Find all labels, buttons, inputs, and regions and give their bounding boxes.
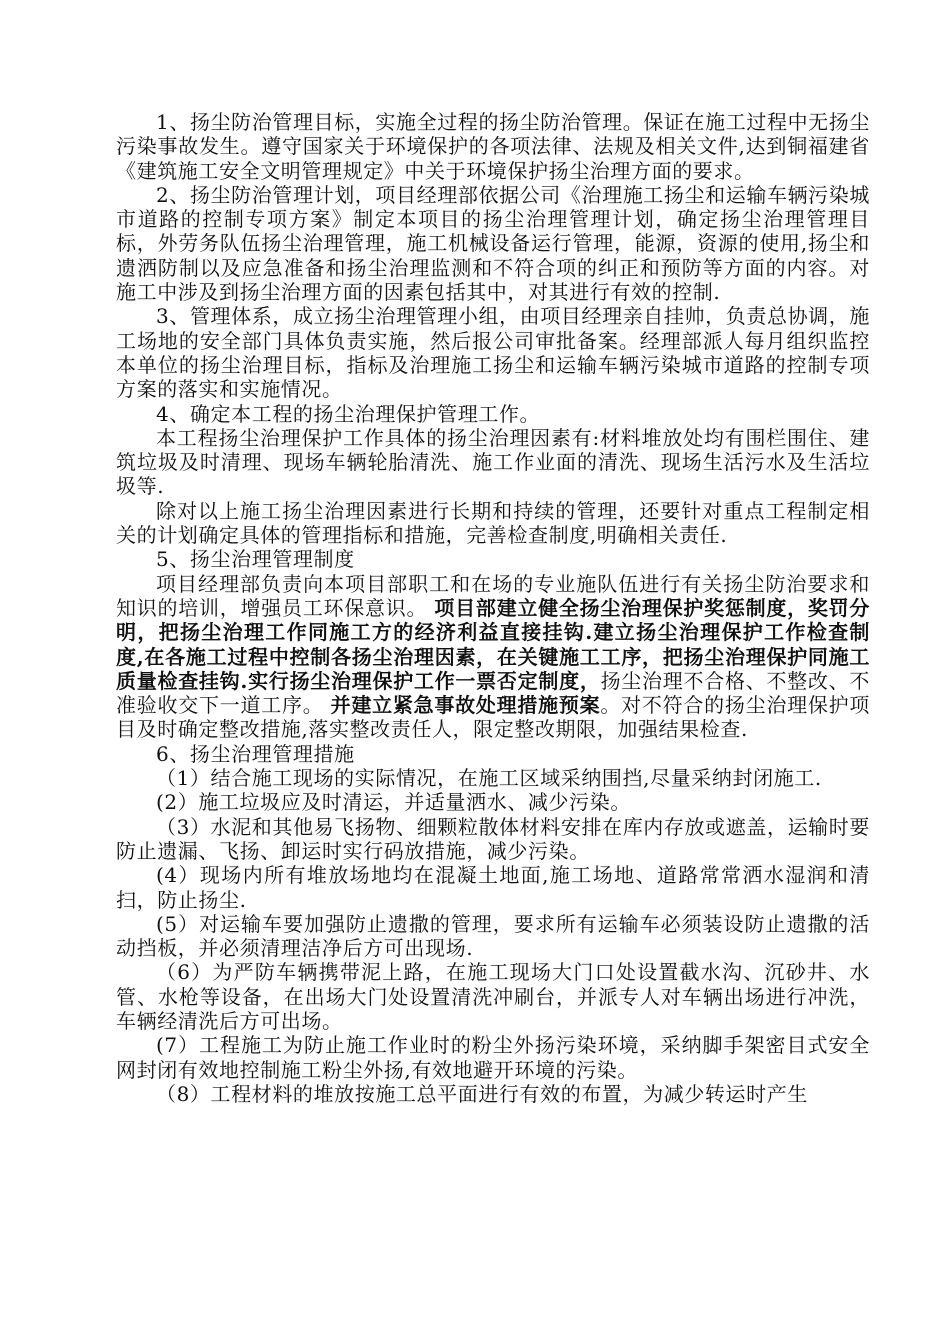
paragraph-measures-heading: 6、扬尘治理管理措施	[156, 741, 355, 766]
rules-text-1: 项目经理部负责向本项目部职工和在场的专业施队伍进行有关扬尘防治要求和知识的培训，增强员工环保意识。	[116, 571, 870, 620]
measure-item-6: （6）为严防车辆携带泥上路，在施工现场大门口处设置截水沟、沉砂井、水管、水枪等设备，在出场大门处设置清洗冲刷台，并派专人对车辆出场进行冲洗，车辆经清洗后方可出场。	[116, 960, 870, 1033]
rules-text-3: 。对不符合的扬尘治理保护项目及时确定整改措施,落实整改责任人，限定整改期限，加强结果检查.	[116, 693, 870, 742]
rules-bold-2: 并建立紧急事故处理措施预案	[330, 693, 601, 718]
measure-item-1: （1）结合施工现场的实际情况，在施工区域采纳围挡,尽量采纳封闭施工.	[156, 766, 822, 791]
measure-item-5: (5）对运输车要加强防止遗撒的管理，要求所有运输车必须装设防止遗撒的活动挡板，并必须清理洁净后方可出现场.	[116, 911, 870, 961]
measure-item-7: (7）工程施工为防止施工作业时的粉尘外扬污染环境，采纳脚手架密目式安全网封闭有效地控制施工粉尘外扬,有效地避开环境的污染。	[116, 1033, 870, 1082]
rules-bold-1: 项目部建立健全扬尘治理保护奖惩制度，奖罚分明，把扬尘治理工作同施工方的经济利益直接挂钩.建立扬尘治理保护工作检查制度,在各施工过程中控制各扬尘治理因素，在关键施工工序，把扬尘治理保护同施工质量检查挂钩.实行扬尘治理保护工作一票否定制度，	[116, 595, 870, 693]
paragraph-protection-work: 4、确定本工程的扬尘治理保护管理工作。	[156, 401, 541, 426]
rules-text-2: 扬尘治理不合格、不整改、不准验收交下一道工序。	[116, 668, 870, 718]
measure-item-3: （3）水泥和其他易飞扬物、细颗粒散体材料安排在库内存放或遮盖，运输时要防止遗漏、飞扬、卸运时实行码放措施，减少污染。	[116, 814, 870, 863]
paragraph-management-rules	[116, 572, 870, 742]
paragraph-dust-plan: 2、扬尘防治管理计划，项目经理部依据公司《治理施工扬尘和运输车辆污染城市道路的控制专项方案》制定本项目的扬尘治理管理计划，确定扬尘治理管理目标，外劳务队伍扬尘治理管理，施工机械设备运行管理，能源，资源的使用,扬尘和遗洒防制以及应急准备和扬尘治理监测和不符合项的纠正和预防等方面的内容。对施工中涉及到扬尘治理方面的因素包括其中，对其进行有效的控制.	[116, 182, 870, 305]
paragraph-management-rules-heading: 5、扬尘治理管理制度	[156, 547, 355, 572]
paragraph-management-system: 3、管理体系，成立扬尘治理管理小组，由项目经理亲自挂帅，负责总协调，施工场地的安全部门具体负责实施，然后报公司审批备案。经理部派人每月组织监控本单位的扬尘治理目标，指标及治理施工扬尘和运输车辆污染城市道路的控制专项方案的落实和实施情况。	[116, 304, 870, 402]
paragraph-long-term-management: 除对以上施工扬尘治理因素进行长期和持续的管理，还要针对重点工程制定相关的计划确定具体的管理指标和措施，完善检查制度,明确相关责任.	[116, 498, 870, 548]
measure-item-8: （8）工程材料的堆放按施工总平面进行有效的布置，为减少转运时产生	[156, 1081, 808, 1106]
paragraph-dust-goal: 1、扬尘防治管理目标，实施全过程的扬尘防治管理。保证在施工过程中无扬尘污染事故发生。遵守国家关于环境保护的各项法律、法规及相关文件,达到铜福建省《建筑施工安全文明管理规定》中关于环境保护扬尘治理方面的要求。	[116, 110, 870, 183]
measure-item-4: (4）现场内所有堆放场地均在混凝土地面,施工场地、道路常常洒水湿润和清扫，防止扬尘.	[116, 863, 870, 912]
paragraph-dust-factors: 本工程扬尘治理保护工作具体的扬尘治理因素有:材料堆放处均有围栏围住、建筑垃圾及时清理、现场车辆轮胎清洗、施工作业面的清洗、现场生活污水及生活垃圾等.	[116, 425, 870, 499]
measure-item-2: (2）施工垃圾应及时清运，并适量洒水、减少污染。	[156, 790, 631, 815]
